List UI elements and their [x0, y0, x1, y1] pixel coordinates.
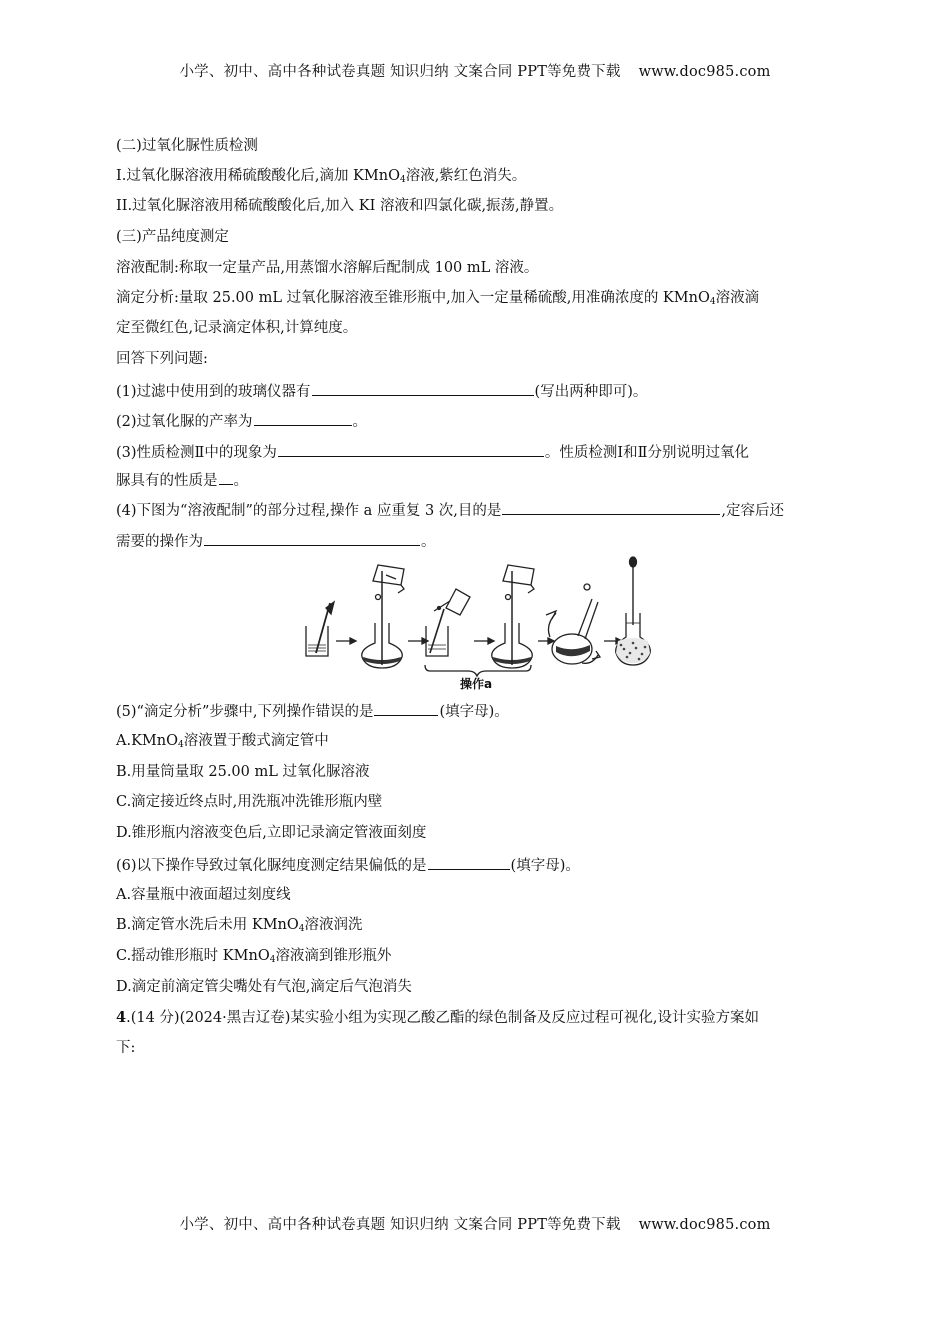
solution-preparation-figure	[300, 553, 660, 691]
footer-text: 小学、初中、高中各种试卷真题 知识归纳 文案合同 PPT等免费下载	[179, 1217, 621, 1233]
answer-blank-q3b[interactable]	[219, 469, 233, 485]
question-1: (1)过滤中使用到的玻璃仪器有 (写出两种即可)。	[116, 380, 836, 402]
beaker-with-rod-illustration	[306, 602, 334, 656]
question-5: (5)“滴定分析”步骤中,下列操作错误的是 (填字母)。	[116, 700, 836, 722]
question-3-line2: 脲具有的性质是 。	[116, 469, 836, 491]
header-text: 小学、初中、高中各种试卷真题 知识归纳 文案合同 PPT等免费下载	[179, 64, 621, 80]
answer-blank-q3a[interactable]	[278, 441, 544, 457]
section3-titration-line2: 定至微红色,记录滴定体积,计算纯度。	[116, 320, 358, 336]
section3-heading: (三)产品纯度测定	[116, 229, 229, 245]
answer-blank-q1[interactable]	[312, 380, 534, 396]
arrow-icon	[474, 638, 494, 644]
page-footer	[0, 1213, 950, 1234]
question-6: (6)以下操作导致过氧化脲纯度测定结果偏低的是 (填字母)。	[116, 854, 836, 876]
q5-option-c: C.滴定接近终点时,用洗瓶冲洗锥形瓶内壁	[116, 794, 383, 810]
section2-item1: I.过氧化脲溶液用稀硫酸酸化后,滴加 KMnO$_4$溶液,紫红色消失。	[116, 168, 527, 185]
arrow-icon	[336, 638, 356, 644]
shaking-flask-illustration	[546, 584, 600, 664]
q6-option-a: A.容量瓶中液面超过刻度线	[116, 887, 291, 903]
dropper-filling-illustration	[616, 557, 651, 665]
question-4-next: 4.(14 分)(2024·黑吉辽卷)某实验小组为实现乙酸乙酯的绿色制备及反应过程可视化,设计实验方案如	[116, 1009, 760, 1026]
answer-blank-q2[interactable]	[254, 410, 352, 426]
section3-titration: 滴定分析:量取 25.00 mL 过氧化脲溶液至锥形瓶中,加入一定量稀硫酸,用准确浓度的 KMnO$_4$溶液滴	[116, 290, 760, 307]
question-4-next-line2: 下:	[116, 1040, 136, 1056]
transfer-to-flask-illustration	[362, 565, 404, 668]
answer-blank-q4a[interactable]	[502, 499, 720, 515]
answer-blank-q5[interactable]	[374, 700, 438, 716]
operation-a-bracket	[425, 665, 531, 676]
question-4: (4)下图为“溶液配制”的部分过程,操作 a 应重复 3 次,目的是 ,定容后还	[116, 499, 836, 521]
q5-option-d: D.锥形瓶内溶液变色后,立即记录滴定管液面刻度	[116, 825, 427, 841]
footer-url[interactable]: www.doc985.com	[638, 1217, 771, 1233]
arrow-icon	[408, 638, 428, 644]
question-2: (2)过氧化脲的产率为 。	[116, 410, 836, 432]
wash-beaker-illustration	[426, 589, 470, 656]
q6-option-d: D.滴定前滴定管尖嘴处有气泡,滴定后气泡消失	[116, 979, 412, 995]
q6-option-b: B.滴定管水洗后未用 KMnO$_4$溶液润洗	[116, 917, 363, 934]
q5-option-b: B.用量筒量取 25.00 mL 过氧化脲溶液	[116, 764, 370, 780]
answer-blank-q4b[interactable]	[204, 530, 420, 546]
header-url[interactable]: www.doc985.com	[638, 64, 771, 80]
q6-option-c: C.摇动锥形瓶时 KMnO$_4$溶液滴到锥形瓶外	[116, 948, 392, 965]
question-4-line2: 需要的操作为 。	[116, 530, 836, 552]
figure-label: 操作a	[460, 677, 493, 691]
answer-blank-q6[interactable]	[428, 854, 510, 870]
questions-intro: 回答下列问题:	[116, 351, 208, 367]
question-3: (3)性质检测Ⅱ中的现象为 。性质检测Ⅰ和Ⅱ分别说明过氧化	[116, 441, 836, 463]
section3-prep: 溶液配制:称取一定量产品,用蒸馏水溶解后配制成 100 mL 溶液。	[116, 260, 539, 276]
transfer-to-flask-illustration-2	[492, 565, 534, 668]
arrow-icon	[538, 638, 554, 644]
page-header	[0, 60, 950, 81]
section2-item2: II.过氧化脲溶液用稀硫酸酸化后,加入 KI 溶液和四氯化碳,振荡,静置。	[116, 198, 564, 214]
q5-option-a: A.KMnO$_4$溶液置于酸式滴定管中	[116, 733, 329, 750]
section2-heading: (二)过氧化脲性质检测	[116, 138, 258, 154]
